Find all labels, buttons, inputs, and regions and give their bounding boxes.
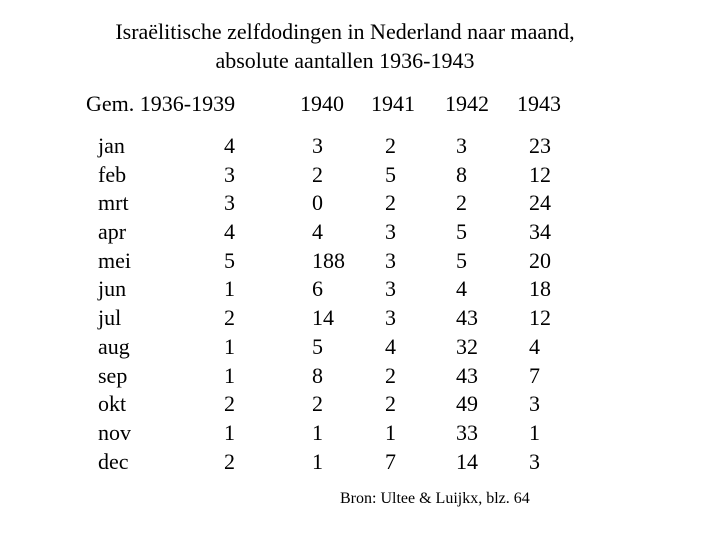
table-cell: 2 — [385, 362, 396, 388]
table-cell: 43 — [456, 362, 478, 388]
table-cell: 20 — [529, 247, 551, 273]
table-cell: 2 — [224, 391, 235, 417]
table-cell: 5 — [456, 219, 467, 245]
table-cell: 5 — [456, 247, 467, 273]
table-cell: 14 — [312, 305, 334, 331]
year-1942-column — [456, 132, 478, 476]
table-cell: 24 — [529, 190, 551, 216]
year-1940-column — [312, 132, 345, 476]
table-cell: 8 — [456, 161, 467, 187]
month-label: nov — [98, 419, 131, 445]
table-cell: 4 — [456, 276, 467, 302]
table-cell: 3 — [224, 161, 235, 187]
table-cell: 2 — [224, 305, 235, 331]
table-cell: 32 — [456, 333, 478, 359]
year-1941-column — [385, 132, 396, 476]
table-cell: 1 — [312, 448, 323, 474]
column-header-1941: 1941 — [371, 91, 415, 116]
table-cell: 34 — [529, 219, 551, 245]
month-label: feb — [98, 161, 127, 187]
table-cell: 3 — [385, 305, 396, 331]
table-cell: 3 — [385, 247, 396, 273]
table-cell: 2 — [456, 190, 467, 216]
table-cell: 1 — [529, 419, 540, 445]
month-label: jan — [98, 133, 125, 158]
table-cell: 5 — [224, 247, 235, 273]
month-label: sep — [98, 362, 128, 388]
table-cell: 43 — [456, 305, 478, 331]
month-label: apr — [98, 219, 127, 245]
month-label: dec — [98, 448, 129, 474]
table-cell: 7 — [385, 448, 396, 474]
table-cell: 2 — [385, 190, 396, 216]
table-cell: 1 — [224, 362, 235, 388]
table-cell: 2 — [312, 391, 323, 417]
column-header-1940: 1940 — [300, 91, 344, 116]
table-cell: 1 — [224, 419, 235, 445]
table-cell: 3 — [529, 448, 540, 474]
month-column — [98, 132, 131, 476]
table-cell: 2 — [385, 391, 396, 417]
table-cell: 5 — [312, 333, 323, 359]
table-title-line-2: absolute aantallen 1936-1943 — [215, 48, 475, 73]
table-title-line-1: Israëlitische zelfdodingen in Nederland naar maand, — [115, 19, 575, 44]
table-cell: 1 — [224, 333, 235, 359]
table-cell: 18 — [529, 276, 551, 302]
table-cell: 1 — [385, 419, 396, 445]
table-cell: 3 — [529, 391, 540, 417]
table-cell: 1 — [312, 419, 323, 445]
month-label: aug — [98, 333, 130, 359]
table-cell: 33 — [456, 419, 478, 445]
table-cell: 23 — [529, 133, 551, 158]
table-cell: 188 — [312, 247, 345, 273]
table-cell: 0 — [312, 190, 323, 216]
table-cell: 12 — [529, 305, 551, 331]
table-cell: 8 — [312, 362, 323, 388]
month-label: mei — [98, 247, 131, 273]
table-cell: 1 — [224, 276, 235, 302]
month-label: okt — [98, 391, 127, 417]
month-label: jul — [98, 305, 122, 331]
table-cell: 3 — [312, 133, 323, 158]
table-cell: 3 — [385, 219, 396, 245]
table-cell: 4 — [312, 219, 323, 245]
column-header-1943: 1943 — [517, 91, 561, 116]
month-label: jun — [98, 276, 127, 302]
table-cell: 4 — [385, 333, 396, 359]
table-cell: 2 — [385, 133, 396, 158]
table-cell: 4 — [224, 219, 235, 245]
table-cell: 4 — [529, 333, 540, 359]
table-cell: 3 — [385, 276, 396, 302]
table-cell: 2 — [224, 448, 235, 474]
table-cell: 49 — [456, 391, 478, 417]
table-cell: 5 — [385, 161, 396, 187]
month-label: mrt — [98, 190, 129, 216]
average-1936-1939-column — [224, 132, 235, 476]
table-cell: 3 — [456, 133, 467, 158]
table-cell: 14 — [456, 448, 478, 474]
column-header-1942: 1942 — [445, 91, 489, 116]
source-citation: Bron: Ultee & Luijkx, blz. 64 — [340, 490, 530, 507]
table-cell: 3 — [224, 190, 235, 216]
year-1943-column — [529, 132, 551, 476]
column-header-average: Gem. 1936-1939 — [86, 91, 236, 116]
table-cell: 2 — [312, 161, 323, 187]
table-cell: 12 — [529, 161, 551, 187]
table-cell: 4 — [224, 133, 235, 158]
table-cell: 6 — [312, 276, 323, 302]
table-cell: 7 — [529, 362, 540, 388]
